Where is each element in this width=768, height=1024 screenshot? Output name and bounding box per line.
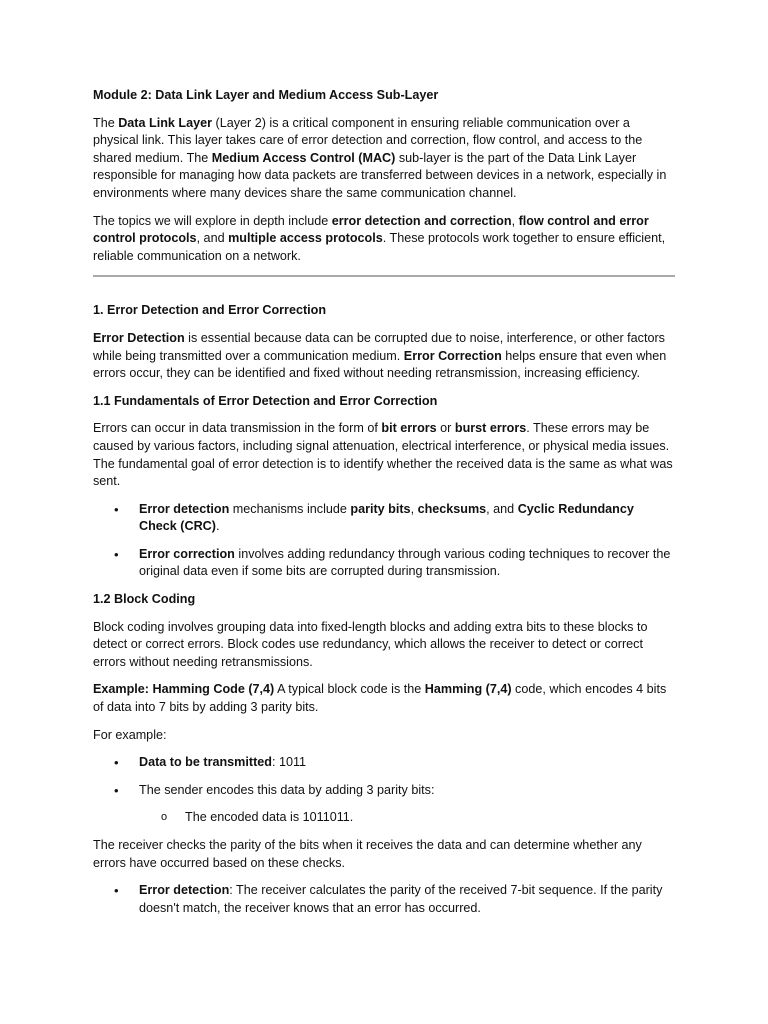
bold-term: Error Detection	[93, 330, 185, 345]
bullet-list	[93, 501, 675, 581]
list-item	[93, 754, 675, 772]
section-heading-1: 1. Error Detection and Error Correction	[93, 303, 327, 318]
text-run: .	[215, 519, 220, 534]
section-1-2-paragraph-4: The receiver checks the parity of the bits when it receives the data and can determine whether any errors have occurred based on these checks.	[93, 838, 642, 870]
section-1-2-paragraph-3: For example:	[93, 727, 167, 742]
bullet-list	[93, 754, 675, 799]
bold-term: flow control and error control protocols	[93, 213, 649, 246]
horizontal-rule	[93, 275, 675, 277]
section-1-paragraph	[93, 330, 675, 383]
bold-term: Error Correction	[403, 348, 502, 363]
text-run: : 1011	[271, 755, 307, 770]
bold-term: Error detection	[139, 883, 230, 898]
intro-paragraph-1	[93, 115, 675, 203]
bold-term: Hamming (7,4)	[424, 682, 512, 697]
text-run: is essential because data can be corrupted due to noise, interference, or other factors while being transmitted over a communication medium.	[93, 330, 665, 363]
bold-term: Example: Hamming Code (7,4)	[93, 682, 275, 697]
bold-term: multiple access protocols	[228, 231, 383, 246]
sub-bullet-list	[93, 809, 675, 827]
bullet-list	[93, 882, 675, 917]
section-heading-1-1: 1.1 Fundamentals of Error Detection and Error Correction	[93, 393, 438, 408]
section-1-1-paragraph	[93, 420, 675, 490]
bold-term: Data Link Layer	[118, 115, 212, 130]
text-run: or	[436, 421, 455, 436]
text-run: ,	[511, 213, 519, 228]
text-run: involves adding redundancy through various coding techniques to recover the original data even if some bits are corrupted during transmission.	[139, 546, 671, 579]
document-body	[93, 87, 675, 927]
text-run: The encoded data is 1011011.	[185, 810, 354, 825]
text-run: code, which encodes 4 bits of data into 7 bits by adding 3 parity bits.	[93, 682, 667, 715]
text-run: . These errors may be caused by various factors, including signal attenuation, electrical interference, or physical media issues. The fundamental goal of error detection is to identify whether the received data is the same as what was sent.	[93, 421, 673, 489]
list-item	[93, 501, 675, 536]
bold-term: parity bits	[350, 501, 411, 516]
section-1-2-paragraph-1: Block coding involves grouping data into fixed-length blocks and adding extra bits to these blocks to detect or correct errors. Block codes use redundancy, which allows the receiver to detect or correct errors without needing retransmissions.	[93, 619, 648, 669]
bold-term: checksums	[417, 501, 487, 516]
section-1-2-paragraph-2	[93, 681, 675, 716]
section-heading-1-2: 1.2 Block Coding	[93, 592, 196, 607]
bold-term: Medium Access Control (MAC)	[211, 150, 396, 165]
bold-term: Data to be transmitted	[139, 755, 272, 770]
text-run: , and	[196, 231, 229, 246]
text-run: A typical block code is the	[274, 682, 425, 697]
bold-term: error detection and correction	[331, 213, 512, 228]
text-run: helps ensure that even when errors occur, they can be identified and fixed without needing retransmission, increasing efficiency.	[93, 348, 667, 381]
list-item	[93, 546, 675, 581]
text-run: The sender encodes this data by adding 3 parity bits:	[139, 782, 435, 797]
bold-term: Error detection	[139, 501, 230, 516]
text-run: . These protocols work together to ensure efficient, reliable communication on a network.	[93, 231, 666, 263]
bold-term: burst errors	[454, 421, 527, 436]
text-run: (Layer 2) is a critical component in ensuring reliable communication over a physical link. This layer takes care of error detection and correction, flow control, and access to the shared medium. The	[93, 115, 643, 165]
list-item	[93, 782, 675, 800]
document-title: Module 2: Data Link Layer and Medium Access Sub-Layer	[93, 88, 439, 102]
text-run: The topics we will explore in depth include	[93, 213, 332, 228]
bold-term: Error correction	[139, 546, 235, 561]
text-run: ,	[410, 501, 418, 516]
text-run: mechanisms include	[229, 501, 351, 516]
text-run: Errors can occur in data transmission in the form of	[93, 421, 382, 436]
list-item	[93, 882, 675, 917]
text-run: The	[93, 115, 119, 130]
intro-paragraph-2	[93, 213, 675, 266]
bold-term: bit errors	[381, 421, 437, 436]
text-run: : The receiver calculates the parity of the received 7-bit sequence. If the parity doesn't match, the receiver knows that an error has occurred.	[139, 883, 663, 915]
text-run: sub-layer is the part of the Data Link Layer responsible for managing how data packets are transferred between devices in a network, especially in environments where many devices share the same communication channel.	[93, 150, 667, 200]
sub-list-item	[93, 809, 675, 827]
text-run: , and	[486, 501, 518, 516]
bold-term: Cyclic Redundancy Check (CRC)	[139, 501, 634, 534]
